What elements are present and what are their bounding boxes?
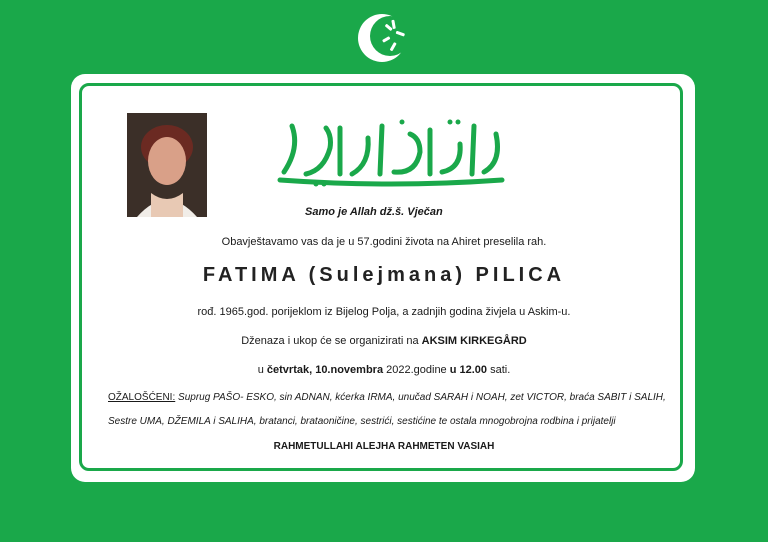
mourners-text-1: Suprug PAŠO- ESKO, sin ADNAN, kćerka IRMA, unučad SARAH i NOAH, zet VICTOR, braća SABIT i SALIH, bbox=[175, 392, 666, 403]
funeral-date bbox=[0, 364, 768, 376]
mourners-label: OŽALOŠĆENI: bbox=[108, 392, 176, 403]
arabic-calligraphy-icon bbox=[270, 108, 510, 192]
blessing: RAHMETULLAHI ALEJHA RAHMETEN VASIAH bbox=[273, 441, 495, 452]
motto: Samo je Allah dž.š. Vječan bbox=[305, 206, 443, 218]
date-time: u 12.00 bbox=[449, 364, 488, 376]
portrait-photo bbox=[127, 113, 207, 217]
funeral-prefix: Dženaza i ukop će se organizirati na bbox=[241, 335, 422, 347]
date-year: 2022.godine bbox=[383, 364, 450, 376]
date-day: četvrtak, 10.novembra bbox=[266, 364, 384, 376]
funeral-info bbox=[0, 335, 768, 347]
date-prefix: u bbox=[257, 364, 267, 376]
mourners-line-2: Sestre UMA, DŽEMILA i SALIHA, bratanci, brataoničine, sestrići, sestićine te ostala mnogobrojna rodbina i prijatelji bbox=[108, 416, 616, 427]
death-notice: Obavještavamo vas da je u 57.godini života na Ahiret preselila rah. bbox=[221, 236, 547, 248]
deceased-name: FATIMA (Sulejmana) PILICA bbox=[202, 264, 566, 286]
crescent-star-icon bbox=[352, 8, 416, 68]
date-suffix: sati. bbox=[487, 364, 511, 376]
birth-info: rođ. 1965.god. porijeklom iz Bijelog Polja, a zadnjih godina živjela u Askim-u. bbox=[197, 306, 571, 318]
funeral-place: AKSIM KIRKEGÅRD bbox=[421, 335, 527, 347]
mourners-line-1 bbox=[108, 392, 666, 403]
